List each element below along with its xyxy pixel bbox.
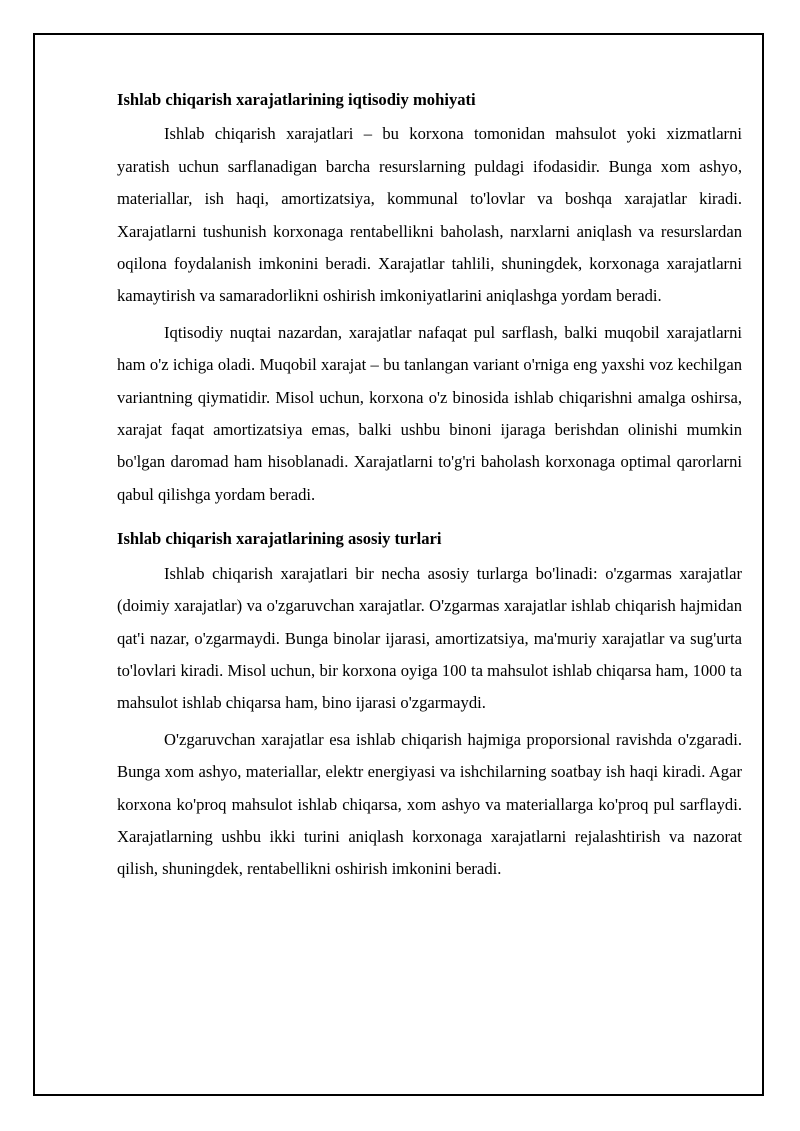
document-body	[117, 84, 742, 886]
paragraph: Ishlab chiqarish xarajatlari bir necha asosiy turlarga bo'linadi: o'zgarmas xarajatlar (doimiy xarajatlar) va o'zgaruvchan xarajatlar. O'zgarmas xarajatlar ishlab chiqarish hajmidan qat'i nazar, o'zgarmaydi. Bunga binolar ijarasi, amortizatsiya, ma'muriy xarajatlar va sug'urta to'lovlari kiradi. Misol uchun, bir korxona oyiga 100 ta mahsulot ishlab chiqarsa ham, 1000 ta mahsulot ishlab chiqarsa ham, bino ijarasi o'zgarmaydi.	[117, 563, 742, 713]
section-heading: Ishlab chiqarish xarajatlarining iqtisodiy mohiyati	[117, 90, 476, 109]
paragraph: O'zgaruvchan xarajatlar esa ishlab chiqarish hajmiga proporsional ravishda o'zgaradi. Bunga xom ashyo, materiallar, elektr energiyasi va ishchilarning soatbay ish haqi kiradi. Agar korxona ko'proq mahsulot ishlab chiqarsa, xom ashyo va materiallarga ko'proq pul sarflaydi. Xarajatlarning ushbu ikki turini aniqlash korxonaga xarajatlarni rejalashtirish va nazorat qilish, shuningdek, rentabellikni oshirish imkonini beradi.	[117, 729, 742, 879]
paragraph: Iqtisodiy nuqtai nazardan, xarajatlar nafaqat pul sarflash, balki muqobil xarajatlarni ham o'z ichiga oladi. Muqobil xarajat – bu tanlangan variant o'rniga eng yaxshi voz kechilgan variantning qiymatidir. Misol uchun, korxona o'z binosida ishlab chiqarishni amalga oshirsa, xarajat faqat amortizatsiya emas, balki ushbu binoni ijaraga berishdan olinishi mumkin bo'lgan daromad ham hisoblanadi. Xarajatlarni to'g'ri baholash korxonaga optimal qarorlarni qabul qilishga yordam beradi.	[117, 322, 742, 504]
section-heading: Ishlab chiqarish xarajatlarining asosiy turlari	[117, 529, 442, 549]
paragraph: Ishlab chiqarish xarajatlari – bu korxona tomonidan mahsulot yoki xizmatlarni yaratish uchun sarflanadigan barcha resurslarning puldagi ifodasidir. Bunga xom ashyo, materiallar, ish haqi, amortizatsiya, kommunal to'lovlar va boshqa xarajatlar kiradi. Xarajatlarni tushunish korxonaga rentabellikni baholash, narxlarni aniqlash va resurslardan oqilona foydalanish imkonini beradi. Xarajatlar tahlili, shuningdek, korxonaga xarajatlarni kamaytirish va samaradorlikni oshirish imkoniyatlarini aniqlashga yordam beradi.	[117, 124, 742, 306]
